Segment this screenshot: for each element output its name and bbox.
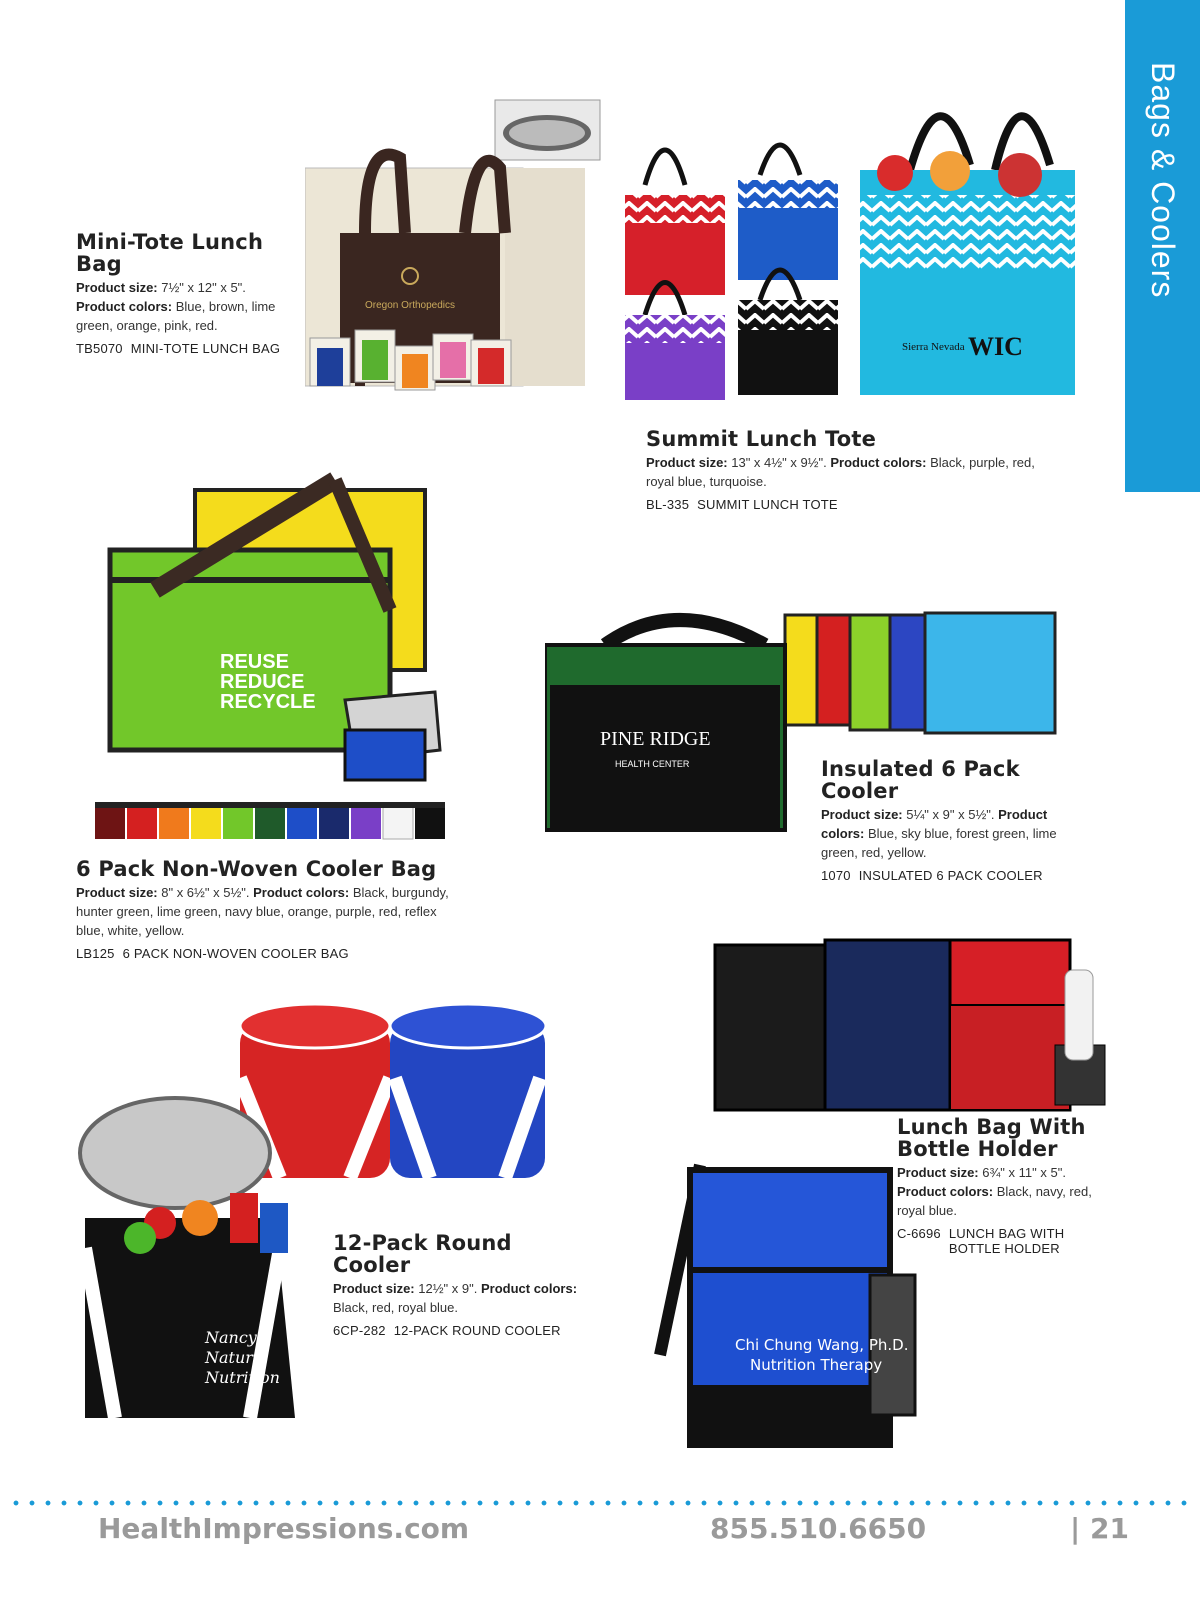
footer-phone: 855.510.6650 — [710, 1512, 927, 1545]
product-code: C-6696 LUNCH BAG WITH BOTTLE HOLDER — [897, 1226, 1065, 1256]
product-description: Product size: 7½" x 12" x 5". Product colors: Blue, brown, lime green, orange, pink, red. — [76, 280, 276, 333]
nutrition-therapy-imprint: Nutrition Therapy — [750, 1356, 883, 1374]
sierra-imprint: Sierra Nevada — [902, 341, 965, 353]
product-code: BL-335 SUMMIT LUNCH TOTE — [646, 497, 838, 512]
product-title: Insulated 6 Pack Cooler — [821, 757, 1020, 803]
product-title: 12-Pack Round Cooler — [333, 1231, 512, 1277]
health-center-imprint: HEALTH CENTER — [615, 759, 690, 769]
nancys-imprint: Nancy's — [205, 1328, 270, 1347]
product-description: Product size: 12½" x 9". Product colors: Black, red, royal blue. — [333, 1281, 578, 1315]
nutrition-imprint: Nutrition — [205, 1368, 280, 1387]
product-description: Product size: 8" x 6½" x 5½". Product colors: Black, burgundy, hunter green, lime green, navy blue, orange, purple, red, reflex blue, white, yellow. — [76, 885, 449, 938]
chi-chung-imprint: Chi Chung Wang, Ph.D. — [735, 1336, 909, 1354]
product-title: Summit Lunch Tote — [646, 427, 877, 451]
wic-imprint: WIC — [968, 332, 1023, 361]
product-description: Product size: 6¾" x 11" x 5". Product colors: Black, navy, red, royal blue. — [897, 1165, 1092, 1218]
page-number: | 21 — [1070, 1512, 1129, 1545]
reduce-imprint: REDUCE — [220, 671, 305, 693]
mini-tote-image — [305, 98, 605, 396]
product-summit-tote — [646, 428, 1066, 512]
round-cooler-image — [45, 1088, 330, 1438]
section-tab — [1125, 0, 1200, 492]
footer-divider — [8, 1500, 1192, 1506]
product-round-cooler — [333, 1232, 578, 1338]
product-title: 6 Pack Non-Woven Cooler Bag — [76, 857, 437, 881]
product-mini-tote — [76, 231, 296, 356]
footer-website: HealthImpressions.com — [98, 1512, 470, 1545]
product-description: Product size: 5¼" x 9" x 5½". Product colors: Blue, sky blue, forest green, lime green, red, yellow. — [821, 807, 1057, 860]
product-code: 6CP-282 12-PACK ROUND COOLER — [333, 1323, 561, 1338]
product-code: LB125 6 PACK NON-WOVEN COOLER BAG — [76, 946, 349, 961]
product-description: Product size: 13" x 4½" x 9½". Product colors: Black, purple, red, royal blue, turquoise. — [646, 455, 1035, 489]
oregon-imprint: Oregon Orthopedics — [364, 300, 456, 311]
bottle-holder-bag-image — [640, 1145, 940, 1450]
product-title: Lunch Bag With Bottle Holder — [897, 1115, 1086, 1161]
recycle-imprint: RECYCLE — [220, 691, 316, 713]
summit-tote-image — [620, 75, 1090, 405]
product-non-woven-cooler — [76, 858, 466, 961]
product-code: 1070 INSULATED 6 PACK COOLER — [821, 868, 1043, 883]
product-title: Mini-Tote Lunch Bag — [76, 230, 264, 276]
reuse-imprint: REUSE — [220, 651, 289, 673]
product-insulated-cooler — [821, 758, 1091, 883]
bottle-holder-bag-top-image — [700, 935, 1125, 1115]
product-bottle-holder-bag — [897, 1116, 1112, 1256]
product-code: TB5070 MINI-TOTE LUNCH BAG — [76, 341, 281, 356]
non-woven-cooler-image — [90, 460, 470, 860]
natural-imprint: Natural — [205, 1348, 268, 1367]
pine-ridge-imprint: PINE RIDGE — [600, 728, 711, 750]
section-tab-label: Bags & Coolers — [1145, 62, 1181, 299]
